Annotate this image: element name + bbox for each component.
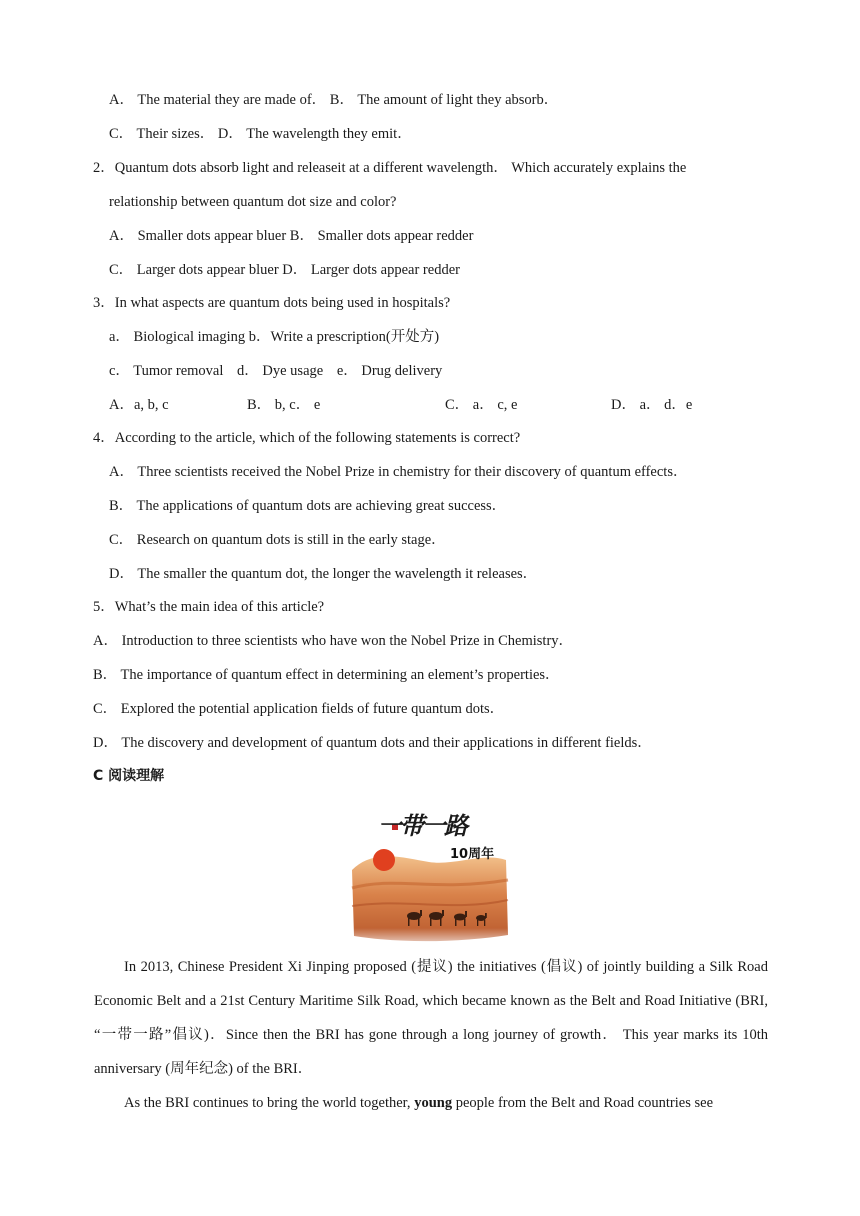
- q3-choice-c: C． a． c, e: [445, 397, 518, 413]
- q2-options-row2: [109, 260, 460, 280]
- q2-option-a: A． Smaller dots appear bluer: [109, 228, 287, 244]
- q5-option-a: A． Introduction to three scientists who have won the Nobel Prize in Chemistry．: [93, 633, 574, 649]
- q3-item-e: e． Drug delivery: [336, 363, 443, 379]
- q3-item-d: d． Dye usage: [237, 363, 324, 379]
- anniversary-label: 10周年: [450, 847, 495, 862]
- para2-bold-word: young: [414, 1095, 453, 1111]
- q1-option-c: C． Their sizes．: [109, 126, 215, 142]
- passage-paragraph-1: In 2013, Chinese President Xi Jinping proposed (提议) the initiatives (倡议) of jointly building a Silk Road Economic Belt and a 21st Century Maritime Silk Road, which became known as the Belt and Road Initiative (BRI, “一带一路”倡议)．Since then the BRI has gone through a long journey of growth． This year marks its 10th anniversary (周年纪念) of the BRI．: [94, 959, 768, 1077]
- q1-options-row1: [109, 90, 558, 110]
- q1-options-row2: [109, 124, 412, 144]
- passage: [94, 950, 768, 1120]
- q5-option-b: B． The importance of quantum effect in determining an element’s properties．: [93, 667, 560, 683]
- q3-choice-a: A．a, b, c: [109, 397, 169, 413]
- q4-option-c: C． Research on quantum dots is still in the early stage．: [109, 532, 446, 548]
- q3-stem: 3．In what aspects are quantum dots being used in hospitals?: [93, 295, 451, 311]
- q2-option-c: C． Larger dots appear bluer: [109, 262, 279, 278]
- q2-stem-line1: 2．Quantum dots absorb light and releaseit at a different wavelength． Which accurately explains the: [93, 160, 687, 176]
- q2-stem-line2: relationship between quantum dot size and color?: [109, 194, 397, 210]
- para2-end: people from the Belt and Road countries see: [455, 1095, 714, 1111]
- q1-option-b: B． The amount of light they absorb．: [329, 92, 559, 108]
- q3-item-b: b．Write a prescription(开处方): [248, 329, 440, 345]
- q3-items-row2: [109, 361, 442, 381]
- q3-items-row1: [109, 327, 439, 347]
- q1-option-a: A． The material they are made of．: [109, 92, 327, 108]
- q2-options-row1: [109, 226, 473, 246]
- q4-option-b: B． The applications of quantum dots are achieving great success．: [109, 498, 507, 514]
- section-heading: C 阅读理解: [93, 768, 165, 784]
- q4-option-d: D． The smaller the quantum dot, the longer the wavelength it releases．: [109, 566, 538, 582]
- q3-choice-b: B． b, c． e: [247, 397, 321, 413]
- belt-road-calligraphy: 一带一路: [378, 811, 466, 840]
- q4-stem: 4．According to the article, which of the following statements is correct?: [93, 430, 521, 446]
- q5-option-c: C． Explored the potential application fields of future quantum dots．: [93, 701, 505, 717]
- para2-start: As the BRI continues to bring the world together,: [124, 1095, 411, 1111]
- belt-and-road-banner: [344, 800, 514, 950]
- q2-option-b: B． Smaller dots appear redder: [289, 228, 474, 244]
- q5-option-d: D． The discovery and development of quantum dots and their applications in different fields．: [93, 735, 652, 751]
- q2-option-d: D． Larger dots appear redder: [282, 262, 460, 278]
- q1-option-d: D． The wavelength they emit．: [217, 126, 412, 142]
- q3-item-c: c． Tumor removal: [109, 363, 224, 379]
- q5-stem: 5．What’s the main idea of this article?: [93, 599, 325, 615]
- q4-option-a: A． Three scientists received the Nobel Prize in chemistry for their discovery of quantum effects．: [109, 464, 688, 480]
- sun-icon: [373, 849, 395, 871]
- q3-item-a: a． Biological imaging: [109, 329, 246, 345]
- passage-paragraph-2: [94, 1086, 768, 1120]
- q3-choice-d: D． a． d．e: [611, 397, 693, 413]
